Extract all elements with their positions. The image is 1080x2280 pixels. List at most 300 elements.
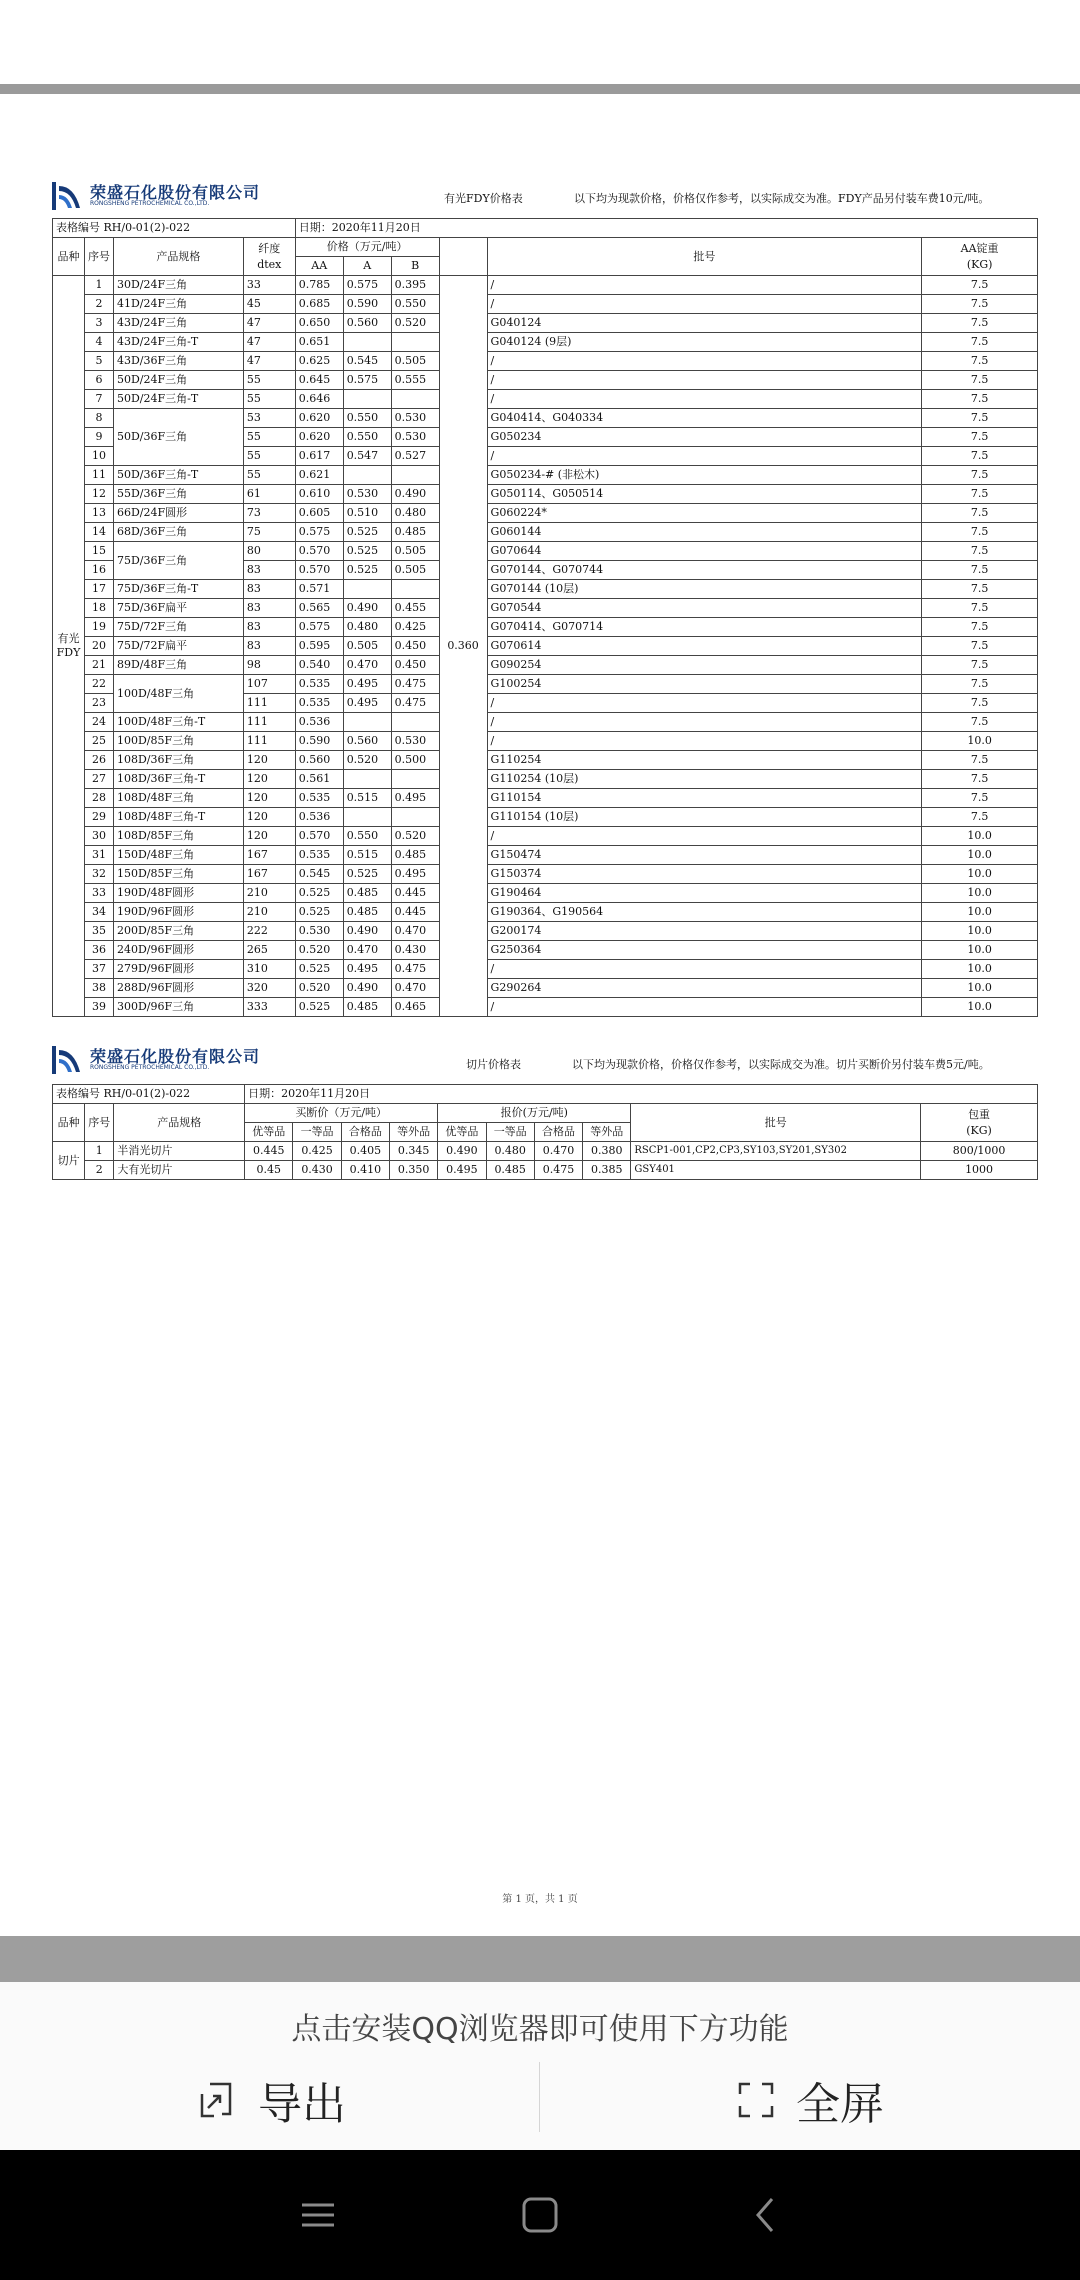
price-b: 0.495 <box>391 789 439 808</box>
row-weight: 7.5 <box>922 789 1038 808</box>
price-a: 0.590 <box>343 295 391 314</box>
quote-price: 0.495 <box>438 1161 486 1180</box>
row-weight: 7.5 <box>922 713 1038 732</box>
table-row <box>53 314 1038 333</box>
row-weight: 7.5 <box>922 580 1038 599</box>
price-aa: 0.590 <box>295 732 343 751</box>
top-status-area <box>0 0 1080 84</box>
row-weight: 7.5 <box>922 599 1038 618</box>
price-aa: 0.595 <box>295 637 343 656</box>
price-aa: 0.525 <box>295 998 343 1017</box>
price-a <box>343 466 391 485</box>
row-batch: / <box>487 713 922 732</box>
price-a: 0.490 <box>343 922 391 941</box>
price-aa: 0.536 <box>295 713 343 732</box>
row-dtex: 47 <box>243 314 295 333</box>
row-dtex: 167 <box>243 846 295 865</box>
row-weight: 7.5 <box>922 276 1038 295</box>
col-header-price: 价格（万元/吨） <box>295 238 439 257</box>
col-header-spec: 产品规格 <box>113 238 243 276</box>
price-aa: 0.535 <box>295 694 343 713</box>
row-weight: 7.5 <box>922 295 1038 314</box>
price-a: 0.480 <box>343 618 391 637</box>
row-spec: 100D/48F三角 <box>113 675 243 713</box>
row-weight: 7.5 <box>922 371 1038 390</box>
row-no: 2 <box>85 1161 114 1180</box>
row-batch: G200174 <box>487 922 922 941</box>
price-b: 0.455 <box>391 599 439 618</box>
export-button[interactable] <box>196 2060 346 2140</box>
grade-header: 优等品 <box>245 1123 293 1142</box>
row-spec: 75D/36F扁平 <box>113 599 243 618</box>
row-dtex: 61 <box>243 485 295 504</box>
row-weight: 10.0 <box>922 865 1038 884</box>
price-b <box>391 808 439 827</box>
price-aa: 0.651 <box>295 333 343 352</box>
grade-header: 合格品 <box>341 1123 389 1142</box>
row-no: 3 <box>84 314 113 333</box>
price-a: 0.470 <box>343 656 391 675</box>
row-batch: G290264 <box>487 979 922 998</box>
row-weight: 7.5 <box>922 390 1038 409</box>
table-row <box>53 979 1038 998</box>
table-row <box>53 751 1038 770</box>
price-a: 0.560 <box>343 732 391 751</box>
row-dtex: 120 <box>243 808 295 827</box>
row-spec: 50D/24F三角-T <box>113 390 243 409</box>
price-aa: 0.520 <box>295 941 343 960</box>
row-weight: 10.0 <box>922 827 1038 846</box>
row-spec: 半消光切片 <box>114 1142 245 1161</box>
price-aa: 0.785 <box>295 276 343 295</box>
price-aa: 0.525 <box>295 903 343 922</box>
grade-header: 一等品 <box>293 1123 341 1142</box>
row-dtex: 73 <box>243 504 295 523</box>
price-a <box>343 713 391 732</box>
row-spec: 75D/36F三角-T <box>113 580 243 599</box>
row-dtex: 55 <box>243 447 295 466</box>
chip-table-title: 切片价格表 <box>466 1058 521 1071</box>
row-weight: 7.5 <box>922 542 1038 561</box>
row-dtex: 45 <box>243 295 295 314</box>
fullscreen-label: 全屏 <box>796 2079 884 2130</box>
quote-price: 0.380 <box>583 1142 631 1161</box>
row-spec: 66D/24F圆形 <box>113 504 243 523</box>
back-icon[interactable] <box>736 2185 796 2245</box>
price-a: 0.515 <box>343 846 391 865</box>
table-row <box>53 295 1038 314</box>
price-b: 0.465 <box>391 998 439 1017</box>
row-dtex: 83 <box>243 637 295 656</box>
table-row <box>53 941 1038 960</box>
company-name-en: RONGSHENG PETROCHEMICAL CO.,LTD. <box>90 200 210 207</box>
price-a <box>343 808 391 827</box>
price-a: 0.505 <box>343 637 391 656</box>
row-dtex: 120 <box>243 827 295 846</box>
row-batch: G190364、G190564 <box>487 903 922 922</box>
table-row <box>53 713 1038 732</box>
price-b <box>391 580 439 599</box>
price-aa: 0.536 <box>295 808 343 827</box>
row-weight: 10.0 <box>922 960 1038 979</box>
buyout-price: 0.345 <box>389 1142 437 1161</box>
system-nav-bar <box>0 2150 1080 2280</box>
export-icon <box>196 2080 236 2120</box>
price-a <box>343 333 391 352</box>
row-batch: RSCP1-001,CP2,CP3,SY103,SY201,SY302 <box>631 1142 921 1161</box>
row-batch: G050234-# (非松木) <box>487 466 922 485</box>
row-batch: G070144 (10层) <box>487 580 922 599</box>
row-no: 16 <box>84 561 113 580</box>
page-indicator: 第 1 页，共 1 页 <box>502 1894 578 1905</box>
row-pack: 1000 <box>921 1161 1038 1180</box>
row-weight: 7.5 <box>922 694 1038 713</box>
row-spec: 108D/36F三角 <box>113 751 243 770</box>
price-aa: 0.575 <box>295 618 343 637</box>
row-dtex: 111 <box>243 713 295 732</box>
price-b: 0.445 <box>391 903 439 922</box>
table-row <box>53 542 1038 561</box>
row-no: 2 <box>84 295 113 314</box>
price-a: 0.470 <box>343 941 391 960</box>
price-a <box>343 390 391 409</box>
price-b: 0.475 <box>391 694 439 713</box>
row-weight: 7.5 <box>922 656 1038 675</box>
viewer-divider <box>0 1936 1080 1982</box>
table-row <box>53 390 1038 409</box>
price-b: 0.480 <box>391 504 439 523</box>
row-no: 27 <box>84 770 113 789</box>
fdy-price-note: 以下均为现款价格，价格仅作参考，以实际成交为准。FDY产品另付装车费10元/吨。 <box>574 192 990 205</box>
row-spec: 89D/48F三角 <box>113 656 243 675</box>
row-dtex: 80 <box>243 542 295 561</box>
row-spec: 190D/96F圆形 <box>113 903 243 922</box>
price-b: 0.555 <box>391 371 439 390</box>
price-a <box>343 580 391 599</box>
row-no: 5 <box>84 352 113 371</box>
grade-header: 一等品 <box>486 1123 534 1142</box>
row-weight: 7.5 <box>922 637 1038 656</box>
row-spec: 288D/96F圆形 <box>113 979 243 998</box>
price-a: 0.495 <box>343 675 391 694</box>
price-a: 0.520 <box>343 751 391 770</box>
form-date: 日期：2020年11月20日 <box>245 1085 1038 1104</box>
price-b: 0.505 <box>391 561 439 580</box>
price-aa: 0.625 <box>295 352 343 371</box>
company-name-cn: 荣盛石化股份有限公司 <box>90 1047 261 1066</box>
row-batch: / <box>487 276 922 295</box>
row-no: 19 <box>84 618 113 637</box>
row-no: 1 <box>85 1142 114 1161</box>
quote-price: 0.470 <box>534 1142 582 1161</box>
row-batch: G110154 <box>487 789 922 808</box>
grade-header: 合格品 <box>534 1123 582 1142</box>
price-b: 0.530 <box>391 428 439 447</box>
row-no: 26 <box>84 751 113 770</box>
row-batch: G070644 <box>487 542 922 561</box>
price-b: 0.475 <box>391 675 439 694</box>
price-aa: 0.570 <box>295 542 343 561</box>
price-b: 0.395 <box>391 276 439 295</box>
price-b: 0.430 <box>391 941 439 960</box>
top-divider <box>0 84 1080 94</box>
price-a: 0.575 <box>343 371 391 390</box>
row-spec: 75D/36F三角 <box>113 542 243 580</box>
row-weight: 7.5 <box>922 466 1038 485</box>
table-row <box>53 276 1038 295</box>
price-a: 0.510 <box>343 504 391 523</box>
price-aa: 0.535 <box>295 675 343 694</box>
row-no: 11 <box>84 466 113 485</box>
row-no: 23 <box>84 694 113 713</box>
quote-price: 0.385 <box>583 1161 631 1180</box>
price-b: 0.445 <box>391 884 439 903</box>
row-dtex: 83 <box>243 599 295 618</box>
price-b: 0.550 <box>391 295 439 314</box>
row-spec: 200D/85F三角 <box>113 922 243 941</box>
row-no: 15 <box>84 542 113 561</box>
price-b: 0.527 <box>391 447 439 466</box>
buyout-price: 0.350 <box>389 1161 437 1180</box>
price-aa: 0.520 <box>295 979 343 998</box>
price-aa: 0.570 <box>295 561 343 580</box>
home-icon[interactable] <box>510 2185 570 2245</box>
table-row <box>53 789 1038 808</box>
col-header-b: B <box>391 257 439 276</box>
row-no: 32 <box>84 865 113 884</box>
col-header-aa: AA <box>295 257 343 276</box>
quote-price: 0.475 <box>534 1161 582 1180</box>
row-no: 33 <box>84 884 113 903</box>
price-b <box>391 390 439 409</box>
price-b: 0.505 <box>391 352 439 371</box>
row-dtex: 75 <box>243 523 295 542</box>
price-a: 0.525 <box>343 523 391 542</box>
price-a: 0.485 <box>343 998 391 1017</box>
row-weight: 7.5 <box>922 808 1038 827</box>
row-batch: / <box>487 732 922 751</box>
row-batch: G060224* <box>487 504 922 523</box>
row-batch: G050234 <box>487 428 922 447</box>
row-pack: 800/1000 <box>921 1142 1038 1161</box>
row-no: 25 <box>84 732 113 751</box>
price-b <box>391 466 439 485</box>
row-weight: 10.0 <box>922 998 1038 1017</box>
grade-header: 优等品 <box>438 1123 486 1142</box>
row-no: 36 <box>84 941 113 960</box>
row-no: 1 <box>84 276 113 295</box>
price-aa: 0.646 <box>295 390 343 409</box>
row-dtex: 55 <box>243 371 295 390</box>
table-row <box>53 466 1038 485</box>
row-weight: 7.5 <box>922 352 1038 371</box>
row-dtex: 310 <box>243 960 295 979</box>
row-batch: / <box>487 998 922 1017</box>
price-aa: 0.645 <box>295 371 343 390</box>
row-no: 18 <box>84 599 113 618</box>
table-row <box>53 637 1038 656</box>
row-spec: 50D/36F三角 <box>113 409 243 466</box>
buyout-price: 0.430 <box>293 1161 341 1180</box>
row-batch: G090254 <box>487 656 922 675</box>
row-no: 20 <box>84 637 113 656</box>
table-row <box>53 371 1038 390</box>
table-row <box>53 827 1038 846</box>
grade-header: 等外品 <box>389 1123 437 1142</box>
table-row <box>53 1142 1038 1161</box>
type-cell: 有光FDY <box>53 276 85 1017</box>
table-row <box>53 922 1038 941</box>
row-dtex: 210 <box>243 884 295 903</box>
row-weight: 10.0 <box>922 884 1038 903</box>
row-spec: 190D/48F圆形 <box>113 884 243 903</box>
table-row <box>53 998 1038 1017</box>
row-spec: 100D/85F三角 <box>113 732 243 751</box>
button-divider <box>539 2062 540 2132</box>
row-batch: / <box>487 827 922 846</box>
table-row <box>53 599 1038 618</box>
price-a: 0.495 <box>343 694 391 713</box>
row-weight: 7.5 <box>922 428 1038 447</box>
price-a: 0.525 <box>343 542 391 561</box>
row-batch: / <box>487 447 922 466</box>
row-dtex: 120 <box>243 789 295 808</box>
col-header-type: 品种 <box>53 1104 85 1142</box>
row-batch: G150374 <box>487 865 922 884</box>
row-weight: 7.5 <box>922 751 1038 770</box>
row-batch: G100254 <box>487 675 922 694</box>
row-weight: 7.5 <box>922 314 1038 333</box>
row-dtex: 55 <box>243 428 295 447</box>
chip-price-table <box>52 1084 1038 1180</box>
price-aa: 0.525 <box>295 884 343 903</box>
row-spec: 150D/85F三角 <box>113 865 243 884</box>
table-row <box>53 903 1038 922</box>
row-batch: G110254 (10层) <box>487 770 922 789</box>
row-batch: G040124 (9层) <box>487 333 922 352</box>
row-no: 38 <box>84 979 113 998</box>
table-row <box>53 485 1038 504</box>
row-weight: 7.5 <box>922 504 1038 523</box>
row-weight: 10.0 <box>922 922 1038 941</box>
row-batch: GSY401 <box>631 1161 921 1180</box>
table-row <box>53 732 1038 751</box>
row-batch: G070544 <box>487 599 922 618</box>
col-header-buyout: 买断价（万元/吨） <box>245 1104 438 1123</box>
row-weight: 10.0 <box>922 903 1038 922</box>
row-dtex: 111 <box>243 694 295 713</box>
price-aa: 0.620 <box>295 428 343 447</box>
price-b <box>391 713 439 732</box>
row-dtex: 320 <box>243 979 295 998</box>
row-batch: / <box>487 295 922 314</box>
row-no: 28 <box>84 789 113 808</box>
row-dtex: 55 <box>243 466 295 485</box>
row-no: 14 <box>84 523 113 542</box>
row-no: 29 <box>84 808 113 827</box>
row-weight: 7.5 <box>922 561 1038 580</box>
row-spec: 43D/36F三角 <box>113 352 243 371</box>
price-b: 0.530 <box>391 409 439 428</box>
price-aa: 0.685 <box>295 295 343 314</box>
menu-icon[interactable] <box>288 2185 348 2245</box>
row-weight: 7.5 <box>922 523 1038 542</box>
buyout-price: 0.410 <box>341 1161 389 1180</box>
price-b: 0.495 <box>391 865 439 884</box>
row-spec: 大有光切片 <box>114 1161 245 1180</box>
row-dtex: 47 <box>243 352 295 371</box>
row-spec: 43D/24F三角-T <box>113 333 243 352</box>
fullscreen-button[interactable] <box>738 2060 884 2140</box>
price-aa: 0.545 <box>295 865 343 884</box>
row-batch: G040414、G040334 <box>487 409 922 428</box>
price-aa: 0.571 <box>295 580 343 599</box>
row-batch: G070414、G070714 <box>487 618 922 637</box>
price-b: 0.500 <box>391 751 439 770</box>
buyout-price: 0.45 <box>245 1161 293 1180</box>
type-cell: 切片 <box>53 1142 85 1180</box>
row-no: 24 <box>84 713 113 732</box>
row-batch: G040124 <box>487 314 922 333</box>
col-header-batch: 批号 <box>487 238 922 276</box>
price-aa: 0.610 <box>295 485 343 504</box>
row-dtex: 83 <box>243 580 295 599</box>
price-a: 0.547 <box>343 447 391 466</box>
fdy-price-table <box>52 218 1038 1017</box>
row-weight: 10.0 <box>922 941 1038 960</box>
document-page[interactable] <box>0 94 1080 1936</box>
price-b: 0.490 <box>391 485 439 504</box>
price-a: 0.550 <box>343 827 391 846</box>
row-spec: 68D/36F三角 <box>113 523 243 542</box>
price-a: 0.550 <box>343 409 391 428</box>
row-weight: 10.0 <box>922 846 1038 865</box>
company-name-cn: 荣盛石化股份有限公司 <box>90 183 261 202</box>
row-spec: 150D/48F三角 <box>113 846 243 865</box>
price-aa: 0.540 <box>295 656 343 675</box>
table-row <box>53 1161 1038 1180</box>
fdy-header <box>52 180 1052 212</box>
quote-price: 0.490 <box>438 1142 486 1161</box>
price-b: 0.530 <box>391 732 439 751</box>
row-weight: 7.5 <box>922 618 1038 637</box>
table-row <box>53 504 1038 523</box>
col-header-pack: 包重 (KG) <box>921 1104 1038 1142</box>
price-aa: 0.605 <box>295 504 343 523</box>
row-no: 10 <box>84 447 113 466</box>
row-weight: 7.5 <box>922 675 1038 694</box>
promo-panel <box>0 1982 1080 2150</box>
row-batch: G050114、G050514 <box>487 485 922 504</box>
price-b: 0.425 <box>391 618 439 637</box>
quote-price: 0.485 <box>486 1161 534 1180</box>
fullscreen-icon <box>738 2082 774 2118</box>
row-batch: / <box>487 371 922 390</box>
row-spec: 75D/72F三角 <box>113 618 243 637</box>
table-row <box>53 333 1038 352</box>
table-row <box>53 846 1038 865</box>
row-batch: G070144、G070744 <box>487 561 922 580</box>
price-aa: 0.561 <box>295 770 343 789</box>
price-aa: 0.575 <box>295 523 343 542</box>
row-batch: / <box>487 390 922 409</box>
row-no: 30 <box>84 827 113 846</box>
row-no: 7 <box>84 390 113 409</box>
row-no: 39 <box>84 998 113 1017</box>
table-row <box>53 409 1038 428</box>
row-no: 34 <box>84 903 113 922</box>
row-no: 13 <box>84 504 113 523</box>
